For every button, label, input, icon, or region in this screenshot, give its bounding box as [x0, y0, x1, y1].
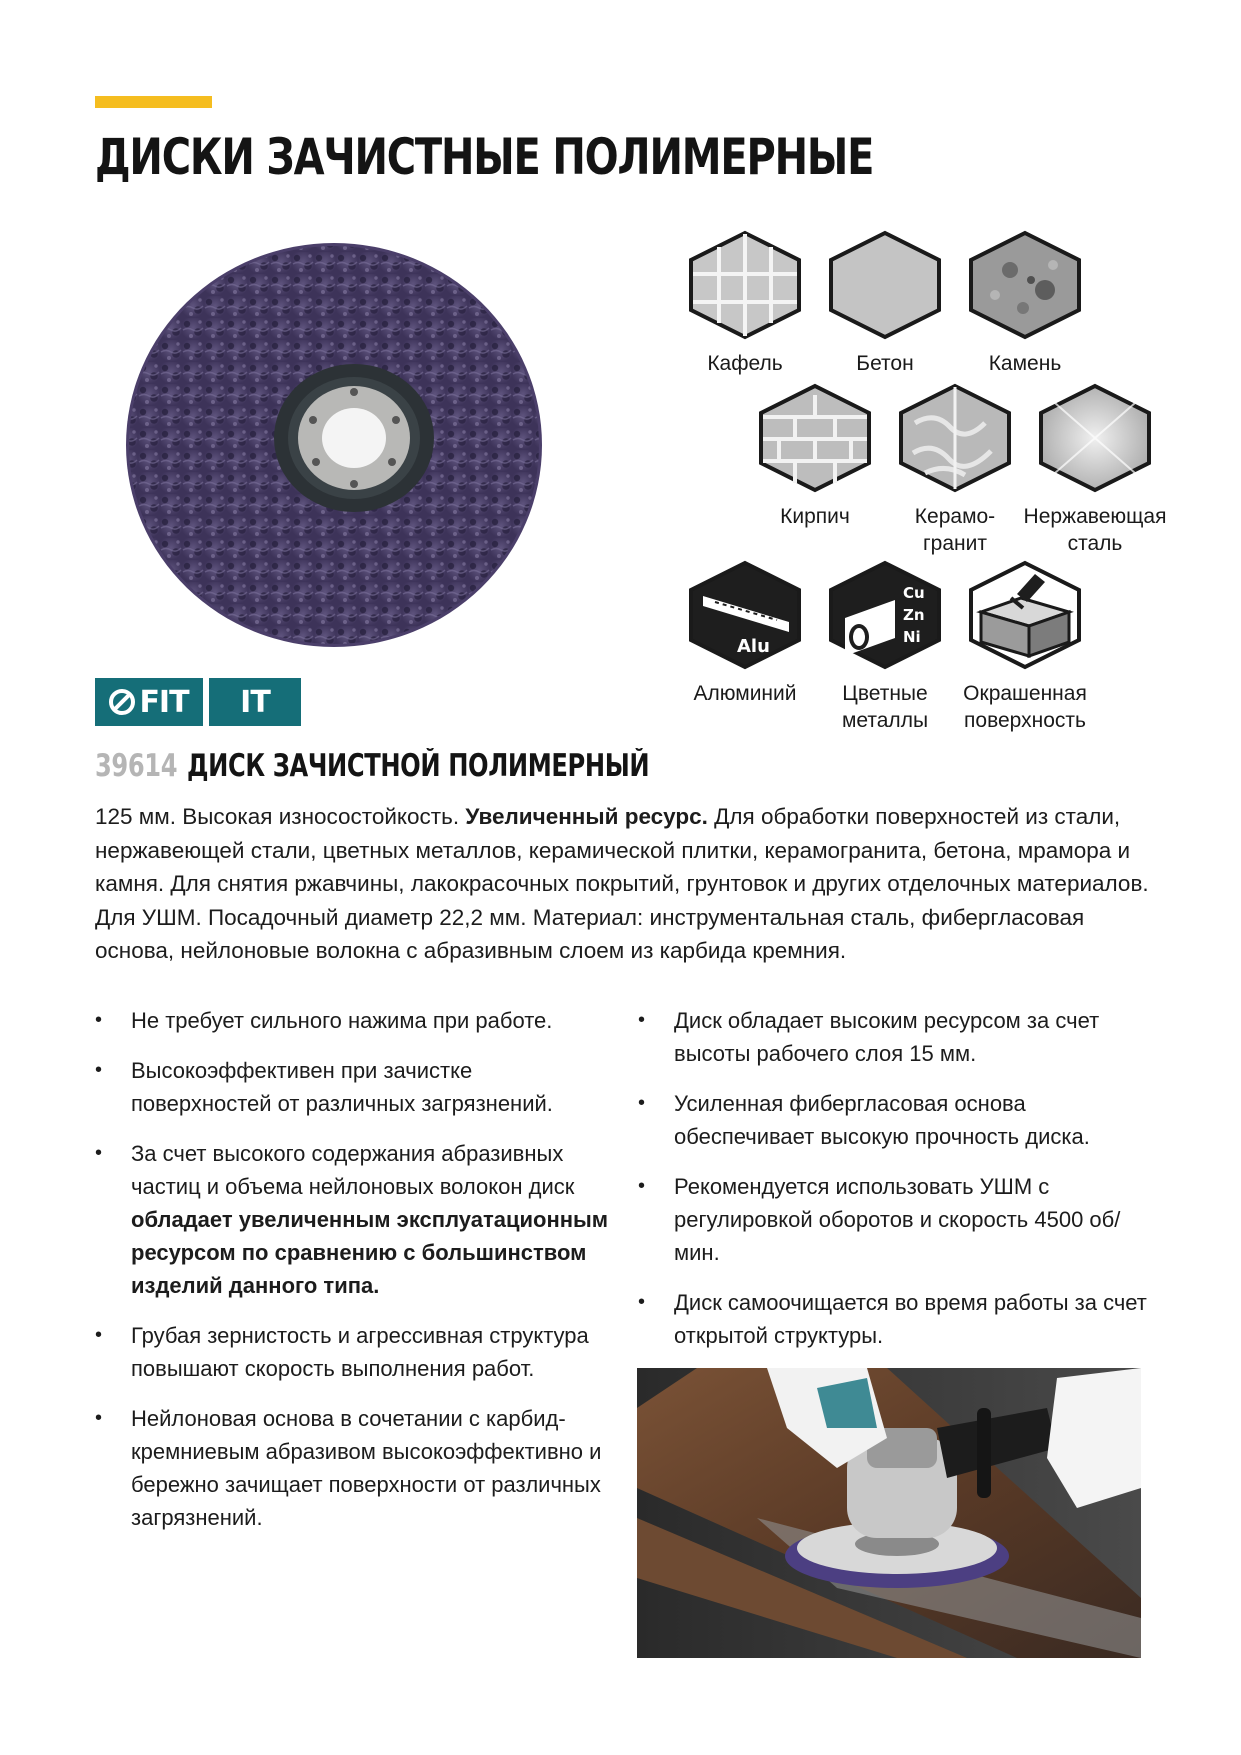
symbol-ni: Ni [903, 628, 921, 646]
feature-item [95, 1402, 615, 1534]
brand-logo [95, 678, 301, 726]
product-code: 39614 [95, 748, 178, 784]
features-right [638, 1004, 1158, 1369]
materials-grid [670, 230, 1190, 770]
material-label: Камень [988, 352, 1062, 375]
feature-item [638, 1004, 1158, 1070]
material-label: Окрашенная поверхность [963, 682, 1087, 732]
painted-surface-icon [965, 560, 1085, 670]
feature-bold-text: обладает увеличенным эксплуатационным ресурсом по сравнению с большинством изделий данного типа. [131, 1207, 609, 1298]
material-label: Кафель [707, 352, 783, 375]
feature-item [638, 1286, 1158, 1352]
material-tile [670, 230, 820, 377]
brand-fit-label: FIT [139, 684, 189, 720]
concrete-icon [825, 230, 945, 340]
feature-text: Высокоэффективен при зачистке поверхностей от различных загрязнений. [131, 1058, 553, 1116]
material-non-ferrous [810, 560, 960, 734]
angle-grinder-photo [637, 1368, 1141, 1658]
product-name: ДИСК ЗАЧИСТНОЙ ПОЛИМЕРНЫЙ [187, 748, 650, 784]
brand-it-box [209, 678, 301, 726]
feature-item [638, 1170, 1158, 1269]
feature-item [95, 1137, 615, 1302]
brand-it-label: IT [240, 684, 270, 720]
product-description [95, 800, 1155, 968]
material-painted-surface [950, 560, 1100, 734]
feature-item [95, 1004, 615, 1037]
material-label: Бетон [856, 352, 914, 375]
material-label: Цветные металлы [841, 682, 929, 732]
description-text-1: 125 мм. Высокая износостойкость. [95, 804, 466, 829]
material-label: Нержавеющая сталь [1023, 505, 1167, 555]
brick-icon [755, 383, 875, 493]
feature-item [638, 1087, 1158, 1153]
stone-icon [965, 230, 1085, 340]
fit-logo-icon [109, 689, 135, 715]
feature-item [95, 1054, 615, 1120]
material-stainless-steel [1020, 383, 1170, 557]
aluminium-badge: Alu [737, 636, 770, 657]
tile-icon [685, 230, 805, 340]
material-label: Алюминий [693, 682, 797, 705]
feature-text: Не требует сильного нажима при работе. [131, 1008, 553, 1033]
material-concrete [810, 230, 960, 377]
description-highlight: Увеличенный ресурс. [465, 804, 708, 829]
product-heading [95, 748, 650, 788]
polymer-disc-image [116, 230, 546, 660]
symbol-zn: Zn [903, 606, 925, 624]
material-brick [740, 383, 890, 530]
feature-text: Диск обладает высоким ресурсом за счет высоты рабочего слоя 15 мм. [674, 1008, 1100, 1066]
features-left [95, 1004, 615, 1551]
material-porcelain-stoneware [880, 383, 1030, 557]
material-label: Кирпич [780, 505, 850, 528]
feature-text: Нейлоновая основа в сочетании с карбид-кремниевым абразивом высокоэффективно и бережно зачищает поверхности от различных загрязнений. [131, 1406, 602, 1530]
aluminium-icon [685, 560, 805, 670]
feature-text: Усиленная фибергласовая основа обеспечивает высокую прочность диска. [674, 1091, 1090, 1149]
title-accent-bar [95, 96, 212, 108]
symbol-cu: Cu [903, 584, 925, 602]
description-text-2: Для обработки поверхностей из стали, нержавеющей стали, цветных металлов, керамической плитки, керамогранита, бетона, мрамора и камня. Для снятия ржавчины, лакокрасочных покрытий, грунтовок и других отделочных материалов. Для УШМ. Посадочный диаметр 22,2 мм. Материал: инструментальная сталь, фибергласовая основа, нейлоновые волокна с абразивным слоем из карбида кремния. [95, 804, 1149, 963]
feature-text: За счет высокого содержания абразивных частиц и объема нейлоновых волокон диск [131, 1141, 575, 1199]
material-label: Керамо- гранит [914, 505, 996, 555]
stainless-steel-icon [1035, 383, 1155, 493]
feature-item [95, 1319, 615, 1385]
material-stone [950, 230, 1100, 377]
feature-text: Грубая зернистость и агрессивная структура повышают скорость выполнения работ. [131, 1323, 589, 1381]
brand-fit-box [95, 678, 203, 726]
porcelain-stoneware-icon [895, 383, 1015, 493]
page-title: ДИСКИ ЗАЧИСТНЫЕ ПОЛИМЕРНЫЕ [95, 128, 874, 186]
feature-text: Рекомендуется использовать УШМ с регулировкой оборотов и скорость 4500 об/мин. [674, 1174, 1121, 1265]
non-ferrous-metals-icon [825, 560, 945, 670]
material-aluminium [670, 560, 820, 707]
feature-text: Диск самоочищается во время работы за счет открытой структуры. [674, 1290, 1147, 1348]
